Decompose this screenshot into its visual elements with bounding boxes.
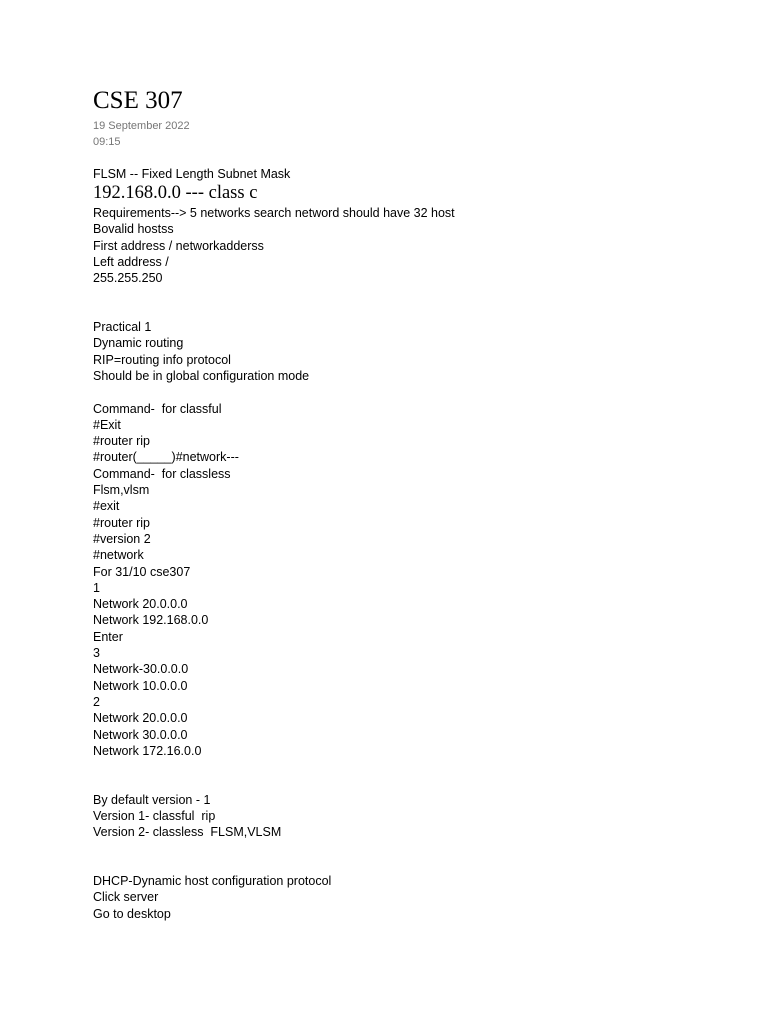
text-line: #router rip: [93, 515, 150, 530]
text-line: Requirements--> 5 networks search netword should have 32 host: [93, 206, 455, 220]
text-line: For 31/10 cse307: [93, 564, 191, 579]
text-line: #exit: [93, 499, 120, 514]
ip-class-line: 192.168.0.0 --- class c: [93, 183, 258, 203]
text-line: #version 2: [93, 531, 151, 546]
text-line: Flsm,vlsm: [93, 483, 150, 498]
text-line: 2: [93, 694, 100, 709]
text-line: Network 30.0.0.0: [93, 727, 188, 742]
note-time: 09:15: [93, 136, 121, 148]
text-line: Network-30.0.0.0: [93, 662, 189, 677]
spacer: [93, 384, 733, 400]
flsm-section: [93, 205, 733, 286]
text-line: Network 192.168.0.0: [93, 613, 209, 628]
text-line: DHCP-Dynamic host configuration protocol: [93, 874, 332, 889]
text-line: Version 1- classful rip: [93, 808, 216, 823]
commands-section: [93, 401, 733, 760]
text-line: #router rip: [93, 434, 150, 449]
text-line: First address / networkadderss: [93, 238, 264, 253]
text-line: Should be in global configuration mode: [93, 368, 310, 383]
note-page: [93, 84, 733, 922]
text-line: Command- for classless: [93, 466, 231, 481]
text-line: By default version - 1: [93, 792, 211, 807]
text-line: 3: [93, 646, 100, 661]
text-line: Enter: [93, 629, 123, 644]
spacer: [93, 759, 733, 792]
text-line: RIP=routing info protocol: [93, 352, 231, 367]
versions-section: [93, 792, 733, 841]
dhcp-section: [93, 873, 733, 922]
text-line: Command- for classful: [93, 401, 222, 416]
flsm-heading: FLSM -- Fixed Length Subnet Mask: [93, 167, 291, 181]
text-line: Go to desktop: [93, 906, 171, 921]
text-line: Version 2- classless FLSM,VLSM: [93, 825, 282, 840]
text-line: Left address /: [93, 254, 169, 269]
text-line: Practical 1: [93, 320, 152, 335]
note-date: 19 September 2022: [93, 120, 190, 132]
text-line: Network 10.0.0.0: [93, 678, 188, 693]
note-title: CSE 307: [93, 87, 183, 114]
text-line: 1: [93, 580, 100, 595]
text-line: Dynamic routing: [93, 336, 184, 351]
text-line: #Exit: [93, 417, 121, 432]
text-line: Network 20.0.0.0: [93, 711, 188, 726]
text-line: #network: [93, 548, 144, 563]
practical-section: [93, 319, 733, 384]
text-line: Bovalid hostss: [93, 222, 174, 237]
text-line: #router(_____)#network---: [93, 450, 239, 465]
text-line: 255.255.250: [93, 271, 163, 286]
text-line: Network 172.16.0.0: [93, 743, 202, 758]
spacer: [93, 841, 733, 874]
text-line: Network 20.0.0.0: [93, 597, 188, 612]
text-line: Click server: [93, 890, 159, 905]
spacer: [93, 286, 733, 319]
